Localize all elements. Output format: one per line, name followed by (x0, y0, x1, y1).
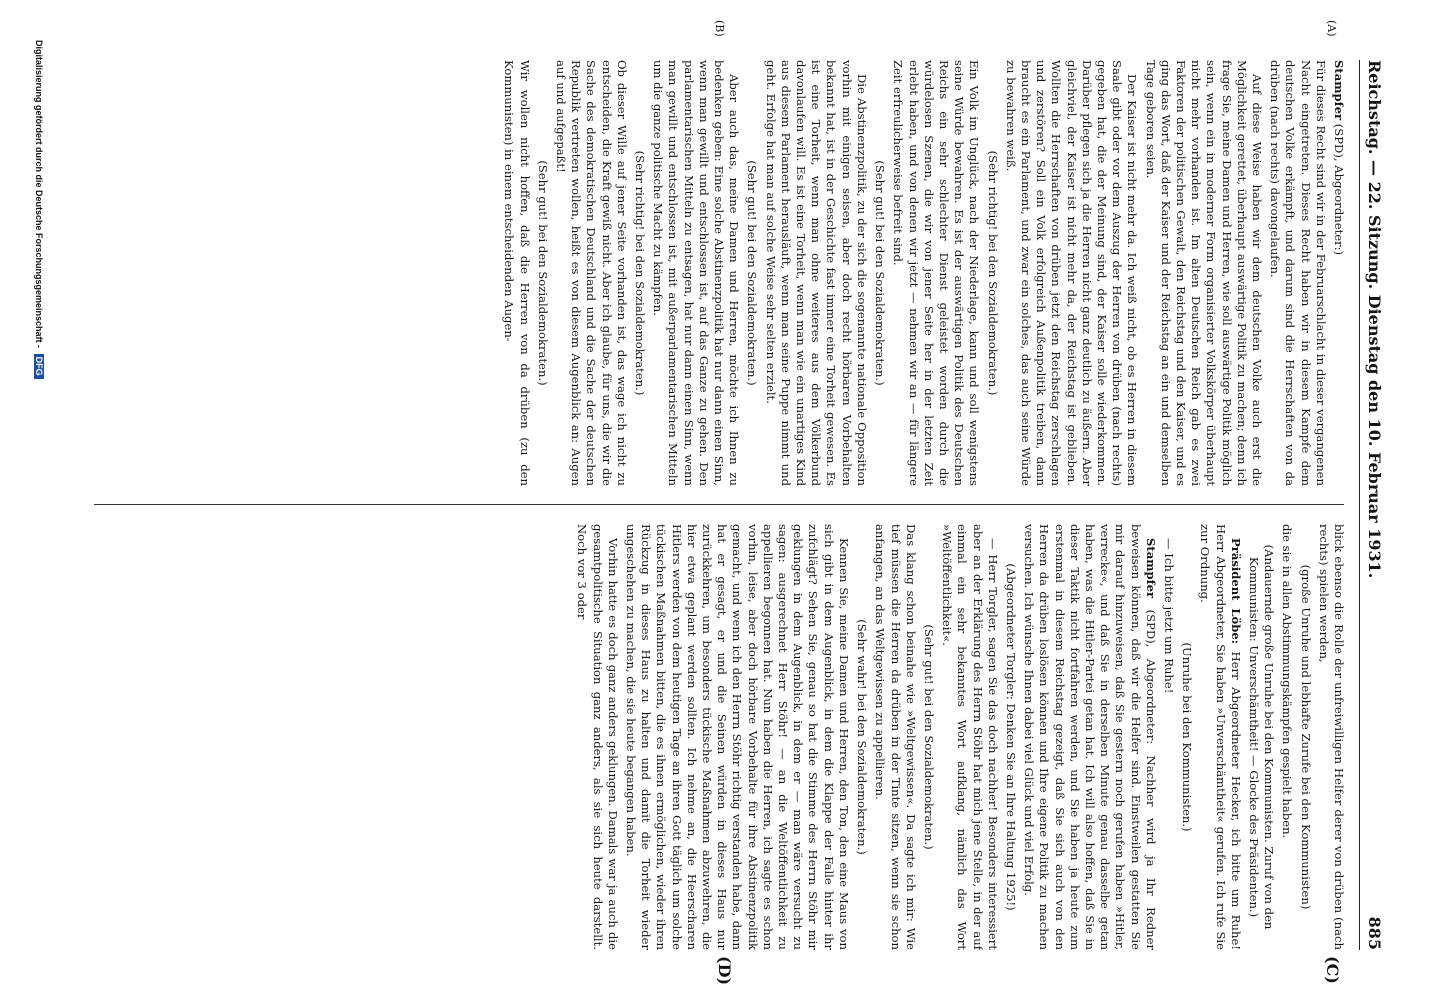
paragraph-text: Herr Abgeordneter Hecker, ich bitte um Ruhe! Herr Abgeordneter, Sie haben »Unverschämtheit« gerufen. Ich rufe Sie zur Ordnung. (1198, 524, 1243, 950)
digitization-credit (34, 40, 44, 960)
margin-marker-b: (B) (713, 20, 726, 37)
paragraph (921, 524, 936, 950)
paragraph (1267, 60, 1328, 486)
speaker-name: Stampfer (1143, 538, 1158, 599)
paragraph (1297, 524, 1312, 950)
paragraph-text: Für dieses Recht sind wir in der Februarschlacht in dieser vergangenen Nacht eingetreten. Dieses Recht haben wir in diesem Kampfe dem deutschen Volke erkämpft, und darum sind die Herrschaften von da drüben (nach rechts) davongelaufen. (1268, 60, 1328, 486)
paragraph-text: Auf diese Weise haben wir dem deutschen Volke auch erst die Möglichkeit gerettet, überhaupt auswärtige Politik zu machen; denn ich frage Sie, meine Damen und Herren, wie soll auswärtige Politik möglich sein, wenn ein in moderner Form organisierter Volkskörper überhaupt nicht mehr vorhanden ist. Im alten Deutschen Reich gab es zwei Faktoren der politischen Gewalt, den Reichstag und den Kaiser, und es ging das Wort, daß der Kaiser und der Reichstag an ein und demselben Tage geboren seien. (1143, 60, 1264, 486)
paragraph (762, 60, 868, 486)
paragraph-text: blick ebenso die Rolle der unfreiwilligen Helfer derer von drüben (nach rechts) spielen werden, (1316, 524, 1346, 950)
paragraph (1003, 60, 1140, 486)
paragraph-text: Die Abstinenzpolitik, zu der sich die sogenannte nationale Opposition vorhin mit einigen seisen, aber doch recht hörbaren Vorbehalten bekannt hat, ist in der Geschichte fast immer eine Torheit gewesen. Es ist eine Torheit, wenn man ohne weiteres aus dem Völkerbund davonlaufen will. Es ist eine Torheit, wenn man wie ein unartiges Kind aus diesem Parlament herausläuft, wenn man seine Puppe nimmt und geht. Erfolge hat man auf solche Weise sehr selten erzielt. (763, 60, 869, 486)
page-number: 885 (1365, 916, 1384, 950)
paragraph-text: Aber auch das, meine Damen und Herren, möchte ich Ihnen zu bedenken geben: Eine solche Abstinenzpolitik hat nur dann einen Sinn, wenn man gewillt und entschlossen ist, auf das Ganze zu gehen. Den parlamentarischen Mitteln zu entsagen, hat nur dann einen Sinn, wenn man gewillt und entschlossen ist, mit außerparlamentarischen Mitteln um die ganze politische Macht zu kämpfen. (651, 60, 742, 486)
paragraph (872, 524, 918, 950)
paragraph-text: (Unruhe bei den Kommunisten.) (1180, 642, 1195, 832)
paragraph-text: (Abgeordneter Torgler: Denken Sie an Ihre Haltung 1925!) (1003, 563, 1018, 911)
paragraph-text: (SPD), Abgeordneter:) (1332, 120, 1346, 256)
column-divider (94, 504, 1344, 505)
paragraph (890, 60, 981, 486)
paragraph-text: (Sehr gut! bei den Sozialdemokraten.) (921, 624, 936, 850)
paragraph (744, 60, 759, 486)
paragraph (1021, 524, 1158, 950)
paragraph (632, 60, 647, 486)
paragraph (1161, 524, 1176, 950)
paragraph (1197, 524, 1243, 950)
margin-marker-a: (A) (1325, 20, 1338, 37)
dfg-logo: DFG (34, 354, 44, 379)
speaker-name: Präsident Löbe: (1228, 538, 1243, 645)
paragraph-text: — Ich bitte jetzt um Ruhe! (1161, 538, 1176, 694)
running-title: Reichstag. — 22. Sitzung. Dienstag den 10. Februar 1931. (1365, 60, 1384, 579)
paragraph (501, 60, 531, 486)
margin-marker-d: (D) (715, 956, 734, 986)
paragraph-text: (Andauernde große Unruhe bei den Kommunisten. Zuruf von den Kommunisten: Unverschämtheit! — Glocke des Präsidenten.) (1246, 544, 1277, 930)
paragraph-text: (Sehr wahr! bei den Sozialdemokraten.) (855, 619, 870, 855)
paragraph (1179, 524, 1194, 950)
paragraph (1246, 524, 1276, 950)
paragraph (553, 60, 629, 486)
paragraph (1003, 524, 1018, 950)
paragraph (854, 524, 869, 950)
paragraph-text: — Herr Torgler, sagen Sie das doch nachher! Besonders interessiert aber an der Erklärung des Herrn Stöhr hat mich jene Stelle, in der auf einmal ein sehr bekanntes Wort aufklang, nämlich das Wort »Weltöffentlichkeit«. (940, 524, 1000, 950)
paragraph-text: Kennen Sie, meine Damen und Herren, den Ton, den eine Maus von sich gibt in dem Augenblick, in dem die Klappe der Falle hinter ihr zufchlägt? Sehen Sie, genau so hat die Stimme des Herrn Stöhr mir geklungen in dem Augenblick, in dem er — man wäre versucht zu sagen: ausgerechnet Herr Stöhr! — an die Weltöffentlichkeit zu appellieren begonnen hat. Nun haben die Herren, ich sagte es schon vorhin, leise, aber doch hörbare Vorbehalte für ihre Abstinenzpolitik gemacht, und wenn ich den Herrn Stöhr richtig verstanden habe, dann hat er gesagt, er und die Seinen würden in dieses Haus nur zurückkehren, um besonders tückische Maßnahmen abzuwehren, die hier etwa geplant werden sollten. Ich nehme an, die Heerscharen Hitlers werden von dem heutigen Tage an ihren Gott täglich um solche tückischen Maßnahmen bitten, die es ihnen ermöglichen, wieder ihren Rückzug in dieses Haus zu halten und damit die Torheit wieder ungeschehen zu machen, die sie heute begangen haben. (624, 524, 851, 950)
paragraph (1331, 60, 1346, 486)
paragraph-text: (große Unruhe und lebhafte Zurufe bei den Kommunisten) (1298, 564, 1313, 910)
paragraph-text: Vorhin hatte es doch ganz anders geklungen. Damals war ja auch die gesamtpolitische Situation ganz anders, als sie sich heute darstellt. Noch vor 3 oder (575, 524, 620, 950)
paragraph (939, 524, 1000, 950)
credit-text: Digitalisierung gefördert durch die Deutsche Forschungsgemeinschaft - (34, 40, 44, 349)
paragraph-text: (SPD), Abgeordneter: Nachher wird ja Ihr Redner beweisen können, daß wir die Helfer sind. Einstweilen gestatten Sie mir darauf hinzuweisen, daß Sie gestern noch gerufen haben »Hitler, verrecke«, und daß Sie in derselben Minute genau dasselbe getan haben, was die Hitler-Partei getan hat. Ich will also hoffen, daß Sie in dieser Taktik nicht fortfahren werden, und Sie haben ja heute zum erstenmal in diesem Reichstag gezeigt, daß Sie sich auch von den Herren da drüben loslösen können und Ihre eigene Politik zu machen versuchen. Ich wünsche Ihnen dabei viel Glück und viel Erfolg. (1022, 524, 1158, 950)
paragraph-text: (Sehr richtig! bei den Sozialdemokraten.) (633, 150, 648, 396)
paragraph (650, 60, 741, 486)
paragraph-text: die sie in allen Abstimmungskämpfen gespielt haben. (1280, 524, 1295, 839)
paragraph-text: Ein Volk im Unglück, nach der Niederlage, kann und soll wenigstens seine Würde bewahren. Es ist der auswärtigen Politik des Deutschen Reichs ein sehr schlechter Dienst geleistet worden durch die würdelosen Szenen, die wir von jener Seite her in der letzten Zeit erlebt haben, und von denen wir jetzt — nehmen wir an — für längere Zeit erfreulicherweise befreit sind. (891, 60, 982, 486)
speaker-name: Stampfer (1332, 60, 1346, 121)
margin-marker-c: (C) (1323, 956, 1342, 984)
paragraph-text: (Sehr gut! bei den Sozialdemokraten.) (535, 160, 550, 386)
paragraph (872, 60, 887, 486)
paragraph (1142, 60, 1264, 486)
left-text-column (91, 60, 1346, 486)
paragraph-text: (Sehr gut! bei den Sozialdemokraten.) (873, 160, 888, 386)
paragraph-text: Das klang schon beinahe wie »Weltgewissen«. Da sagte ich mir: Wie tief müssen die Herren da drüben in der Tinte sitzen, wenn sie schon anfangen, an das Weltgewissen zu appellieren. (873, 524, 918, 950)
page-header (1359, 60, 1386, 950)
paragraph-text: Wir wollen nicht hoffen, daß die Herren von da drüben (zu den Kommunisten) in einem entscheidenden Augen- (502, 60, 532, 486)
paragraph (1279, 524, 1294, 950)
paragraph (984, 60, 999, 486)
right-text-column (91, 524, 1346, 950)
paragraph-text: Der Kaiser ist nicht mehr da. Ich weiß nicht, ob es Herren in diesem Saale gibt oder vor dem Auszug der Herren von drüben (nach rechts) gegeben hat, die der Meinung sind, der Kaiser solle wiederkommen. Darüber pflegen sich ja die Herren nicht ganz deutlich zu äußern. Aber gleichviel, der Kaiser ist nicht mehr da, der Reichstag ist geblieben. Wollten die Herrschaften von drüben jetzt den Reichstag zerschlagen und zerstören? Soll ein Volk erfolgreich Außenpolitik treiben, dann braucht es ein Parlament, und zwar ein solches, das auch seine Würde zu bewahren weiß. (1003, 60, 1140, 486)
paragraph-text: Ob dieser Wille auf jener Seite vorhanden ist, das wage ich nicht zu entscheiden, die Kraft gewiß nicht. Aber ich glaube, für uns, die wir die Sache des demokratischen Deutschland und die Sache der deutschen Republik vertreten wollen, heißt es von diesem Augenblick an: Augen auf und aufgepaßt! (554, 60, 629, 486)
paragraph (623, 524, 851, 950)
paragraph (535, 60, 550, 486)
paragraph-text: (Sehr gut! bei den Sozialdemokraten.) (745, 160, 760, 386)
document-page (80, 20, 1386, 986)
paragraph (1316, 524, 1346, 950)
paragraph (574, 524, 620, 950)
paragraph-text: (Sehr richtig! bei den Sozialdemokraten.) (985, 150, 1000, 396)
